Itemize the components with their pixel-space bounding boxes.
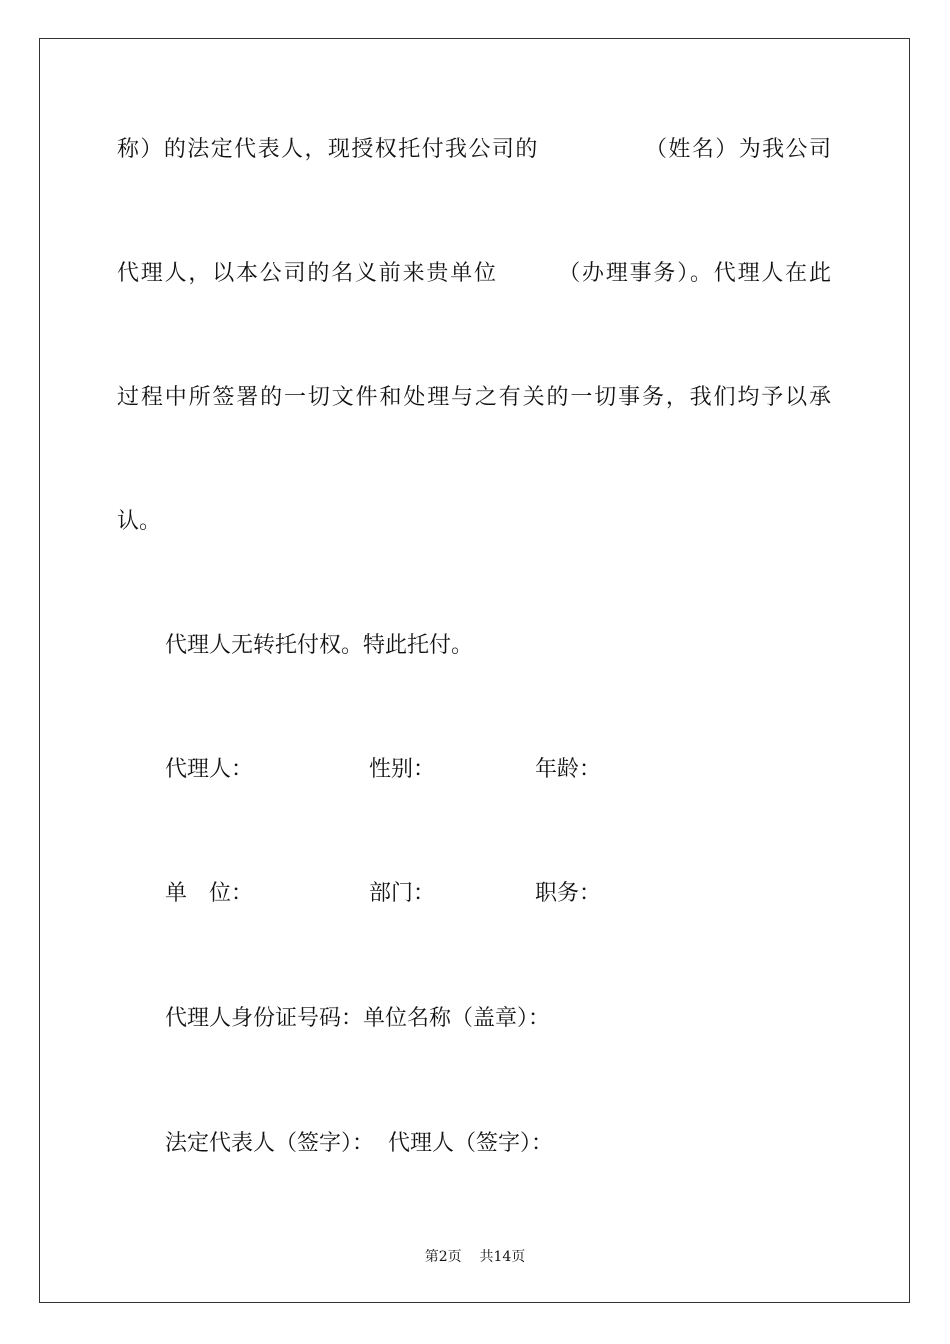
- gender-label: 性别：: [369, 757, 436, 782]
- page-total: 共14页: [479, 1249, 526, 1265]
- age-label: 年龄：: [535, 757, 602, 782]
- paragraph-line-1: 称）的法定代表人，现授权托付我公司的 （姓名）为我公司: [117, 137, 831, 162]
- paragraph-line-3: 过程中所签署的一切文件和处理与之有关的一切事务，我们均予以承: [117, 385, 831, 410]
- agent-label: 代理人：: [165, 757, 254, 782]
- page-footer: [0, 1248, 950, 1266]
- page-frame: [39, 38, 910, 1303]
- paragraph-line-2: 代理人，以本公司的名义前来贵单位 （办理事务）。代理人在此: [117, 261, 831, 286]
- unit-label: 单 位：: [165, 881, 254, 906]
- id-and-unit-line: 代理人身份证号码：单位名称（盖章）：: [165, 1006, 551, 1031]
- department-label: 部门：: [369, 881, 436, 906]
- paragraph-line-4: 认。: [117, 509, 162, 534]
- no-transfer-statement: 代理人无转托付权。特此托付。: [165, 633, 474, 658]
- page-number: 第2页: [424, 1249, 462, 1265]
- signature-line: 法定代表人（签字）： 代理人（签字）：: [165, 1131, 553, 1156]
- position-label: 职务：: [535, 881, 602, 906]
